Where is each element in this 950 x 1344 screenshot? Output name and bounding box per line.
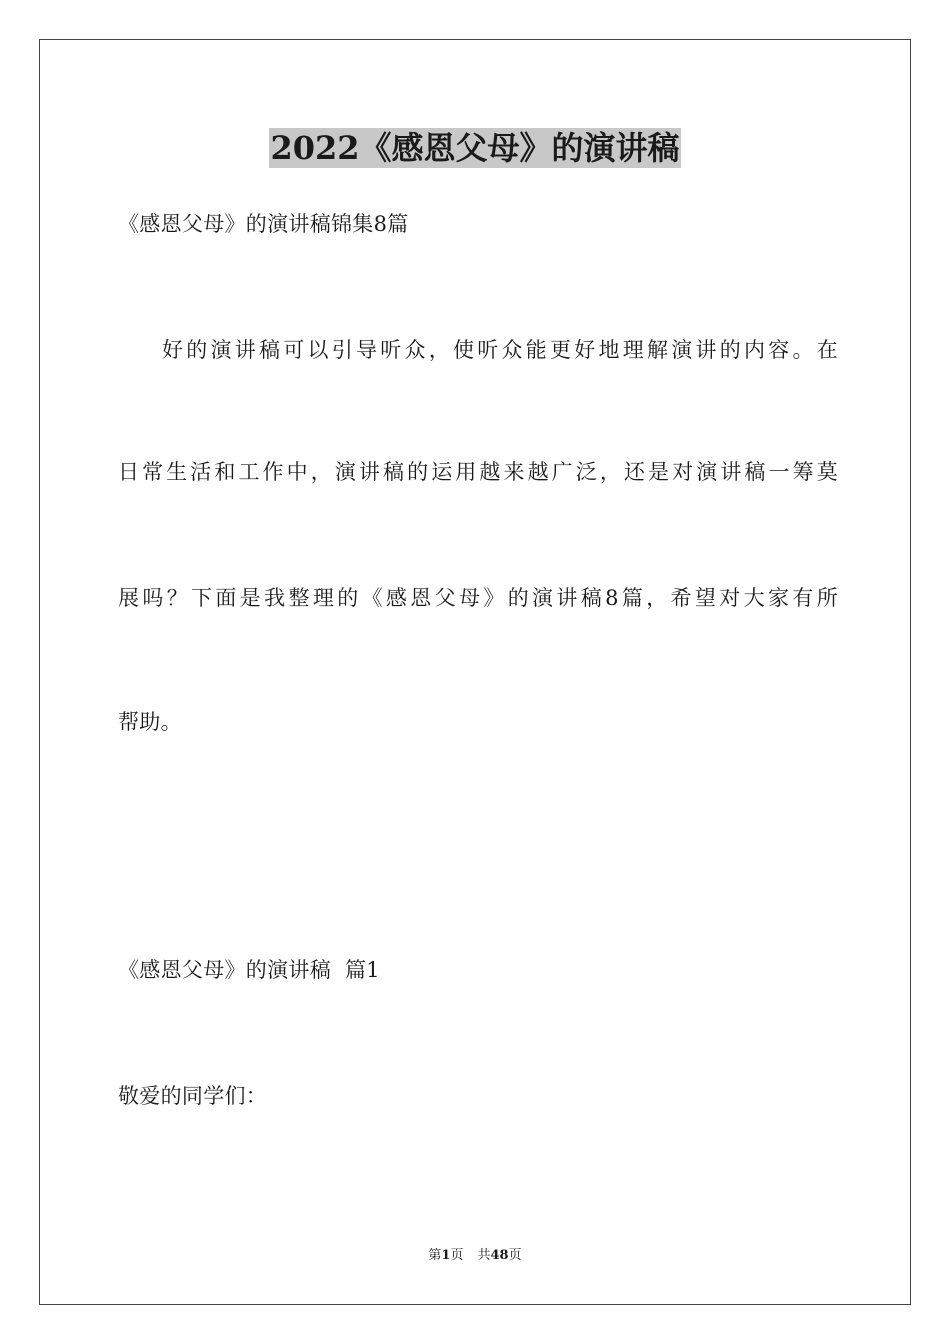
page-footer: [0, 1247, 950, 1265]
page-number: 1: [441, 1248, 451, 1263]
page-suffix: 页: [450, 1248, 464, 1263]
section-heading: 《感恩父母》的演讲稿 篇1: [118, 958, 380, 982]
intro-line-2: 日常生活和工作中，演讲稿的运用越来越广泛，还是对演讲稿一筹莫: [118, 460, 838, 484]
intro-line-1: 好的演讲稿可以引导听众，使听众能更好地理解演讲的内容。在: [162, 338, 838, 362]
document-title: 2022《感恩父母》的演讲稿: [270, 129, 680, 167]
title-container: [0, 128, 950, 168]
document-subtitle: 《感恩父母》的演讲稿锦集8篇: [118, 212, 409, 236]
total-prefix: 共: [477, 1248, 491, 1263]
total-suffix: 页: [508, 1248, 522, 1263]
intro-line-3: 展吗？下面是我整理的《感恩父母》的演讲稿8篇，希望对大家有所: [118, 586, 838, 610]
salutation: 敬爱的同学们：: [118, 1084, 268, 1108]
total-pages: 48: [490, 1248, 509, 1263]
intro-line-4: 帮助。: [118, 710, 182, 734]
page-prefix: 第: [428, 1248, 442, 1263]
